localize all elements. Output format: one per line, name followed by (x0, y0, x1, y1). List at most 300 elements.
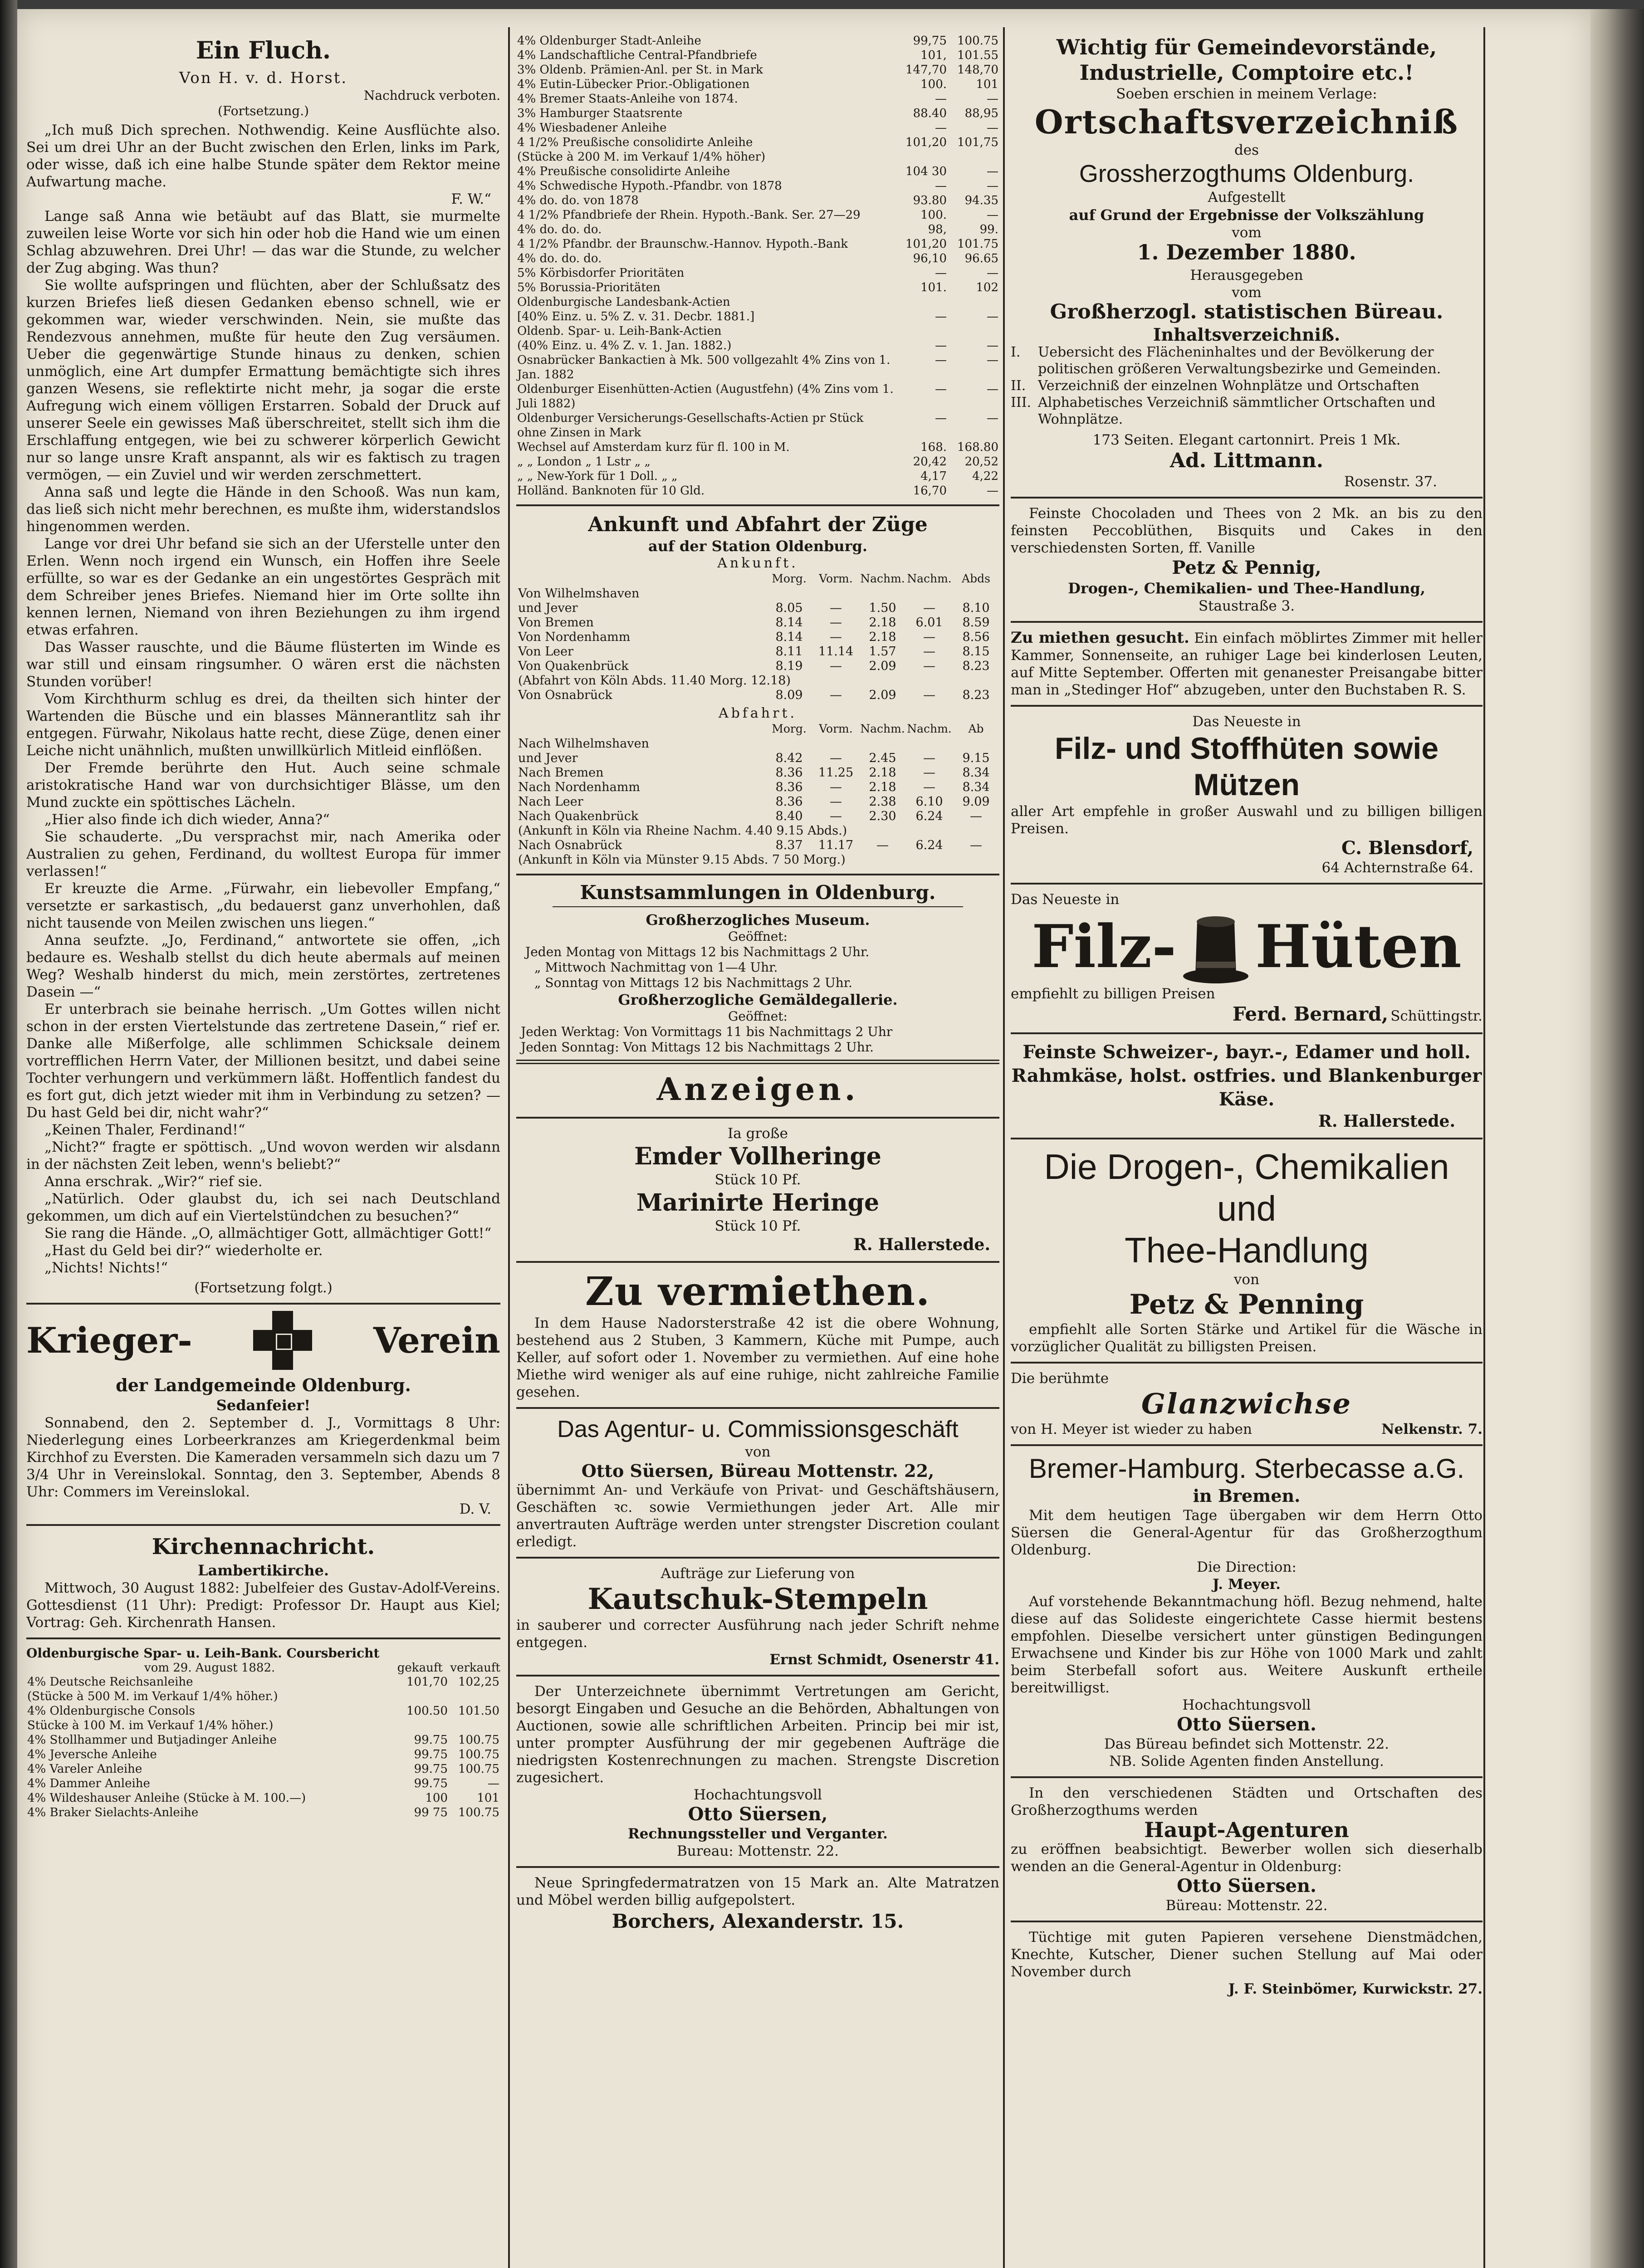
kurs-cell-sell: 102 (976, 281, 998, 294)
sterbe-nb: NB. Solide Agenten finden Anstellung. (1109, 1753, 1384, 1769)
dienst-signature: J. F. Steinbömer, Kurwickstr. 27. (1228, 1981, 1483, 1997)
timetable-time: 2.09 (869, 688, 896, 702)
timetable-time: 8.34 (962, 780, 990, 794)
divider (1011, 1138, 1483, 1139)
kirche-subtitle: Lambertikirche. (197, 1562, 329, 1579)
krieger-verein-ad (26, 1311, 500, 1518)
kurs-cell-buy: 101,20 (905, 237, 947, 251)
timetable-row (516, 737, 999, 751)
train-title: Ankunft und Abfahrt der Züge (588, 513, 928, 536)
kurs-row (26, 1805, 500, 1820)
kurs-cell-sell (449, 1689, 500, 1704)
kurs-cell-name: 4% do. do. do. (517, 223, 602, 236)
timetable-row (516, 587, 999, 601)
kurs-cell-name: „ „ New-York für 1 Doll. „ „ (517, 469, 678, 483)
timetable-time: — (830, 630, 842, 644)
stempel-title: Kautschuk-Stempeln (587, 1582, 928, 1616)
timetable-time: 8.14 (775, 630, 803, 644)
chocolade-ad (1011, 505, 1483, 615)
story-paragraph: „Keinen Thaler, Ferdinand!“ (44, 1122, 245, 1138)
kurs-row (516, 222, 999, 237)
kurs-cell-buy: — (935, 339, 947, 352)
story-note: Nachdruck verboten. (363, 88, 500, 103)
feuilleton-story (26, 36, 500, 1296)
kurs-row (26, 1675, 500, 1689)
kurs-cell-name: 5% Borussia-Prioritäten (517, 281, 661, 294)
story-paragraph: Das Wasser rauschte, und die Bäume flüsterten im Winde es war still und einsam ringsumher. O wären erst die nächsten Stunden vorüber! (26, 639, 500, 690)
kurs-cell-buy: 96,10 (913, 252, 947, 265)
kurs-row (516, 440, 999, 455)
timetable-time: 2.18 (869, 616, 896, 630)
timetable-time: — (923, 645, 935, 659)
timetable-station: und Jever (518, 601, 578, 615)
verz-date: 1. Dezember 1880. (1137, 240, 1356, 264)
kurs-row (516, 455, 999, 469)
timetable-time: 2.09 (869, 659, 896, 673)
kurs-cell-name: 4% Wiesbadener Anleihe (517, 121, 667, 135)
vermiethen-ad (516, 1269, 999, 1401)
kurs-cell-name: 3% Hamburger Staatsrente (517, 107, 683, 120)
kurs-row (516, 179, 999, 193)
kurs-row (516, 295, 999, 309)
choc-firm: Petz & Pennig, (1172, 557, 1321, 578)
drogen-von: von (1233, 1271, 1260, 1288)
timetable-time: 1.57 (869, 645, 896, 659)
dienst-text: Tüchtige mit guten Papieren versehene Dienstmädchen, Knechte, Kutscher, Diener suchen Stellung auf Mai oder November durch (1011, 1929, 1483, 1980)
marinirte-price: Stück 10 Pf. (714, 1218, 801, 1234)
kurs-cell-name: Oldenburger Versicherungs-Gesellschafts-Actien pr Stück ohne Zinsen in Mark (517, 411, 864, 440)
kurs-table-continued (516, 34, 999, 498)
borchers-text: Neue Springfedermatratzen von 15 Mark an. Alte Matratzen und Möbel werden billig aufgepolstert. (516, 1875, 999, 1908)
timetable-time: — (923, 688, 935, 702)
kurs-row (516, 106, 999, 121)
column-rule-3 (1483, 27, 1485, 2268)
timetable-time: 8.23 (962, 688, 990, 702)
galerie-hours: Jeden Werktag: Von Vormittags 11 bis Nachmittags 2 Uhr (521, 1024, 893, 1039)
story-paragraph: Anna saß und legte die Hände in den Schooß. Was nun kam, das ließ sich nicht mehr berechnen, es mußte ihm, widerstandslos hingenommen werden. (26, 484, 500, 535)
kurs-cell-buy: — (935, 382, 947, 396)
agentur-text: übernimmt An- und Verkäufe von Privat- und Geschäftshäusern, Geschäften ꝛc. sowie Vermiethungen jeder Art. Alle mir anvertrauten Aufträge werden unter strengster Discretion coulant erledigt. (516, 1482, 999, 1550)
timetable-time: 1.50 (869, 601, 896, 615)
kurs-row (516, 280, 999, 295)
galerie-open: Geöffnet: (728, 1009, 788, 1024)
drogen-text: empfiehlt alle Sorten Stärke und Artikel für die Wäsche in vorzüglicher Qualität zu billigsten Preisen. (1011, 1321, 1483, 1355)
marinirte-title: Marinirte Heringe (636, 1189, 880, 1217)
timetable-row (516, 824, 999, 838)
kurs-row (516, 164, 999, 179)
timetable-time: 8.15 (962, 645, 990, 659)
timetable-time: — (923, 780, 935, 794)
kurs-cell-sell: — (987, 339, 998, 352)
kurs-row (516, 150, 999, 164)
kurs-cell-buy: 99.75 (414, 1733, 448, 1747)
timetable-time: — (830, 688, 842, 702)
kurs-cell-sell: 102,25 (458, 1675, 499, 1689)
suersen-vertretung-ad (516, 1683, 999, 1860)
kurs-table (26, 1675, 500, 1820)
kurs-cell-buy: 147,70 (905, 63, 947, 77)
choc-text: Feinste Chocoladen und Thees von 2 Mk. an bis zu den feinsten Peccoblüthen, Bisquits und Cakes in den verschiedensten Sorten, ff. Vanille (1011, 505, 1483, 556)
miethen-gesucht-ad (1011, 629, 1483, 699)
kurs-cell-sell: 4,22 (972, 469, 998, 483)
kurs-cell-sell: 100.75 (458, 1762, 499, 1776)
sterbe-sub: in Bremen. (1193, 1486, 1301, 1506)
blens-address: 64 Achternstraße 64. (1321, 860, 1473, 876)
kurs-cell-buy: 98, (928, 223, 947, 236)
timetable-station: Nach Quakenbrück (518, 809, 639, 823)
kurs-row (516, 77, 999, 92)
blens-signature: C. Blensdorf, (1341, 837, 1473, 859)
haupt-name: Otto Süersen. (1177, 1875, 1316, 1897)
verz-vom: vom (1232, 225, 1262, 241)
timetable-col-head: Morg. (772, 722, 807, 735)
verz-contents-list (1011, 344, 1483, 428)
timetable-time: — (923, 601, 935, 615)
kurs-cell-name: 4% Landschaftliche Central-Pfandbriefe (517, 49, 757, 62)
kurs-cell-buy: — (935, 411, 947, 425)
dienst-ad (1011, 1929, 1483, 1998)
divider (516, 1866, 999, 1868)
kurs-row (516, 208, 999, 222)
kurs-cell-name: 4% Dammer Anleihe (27, 1777, 150, 1790)
timetable-station: Nach Wilhelmshaven (518, 737, 649, 751)
timetable-row (516, 630, 999, 645)
timetable-station: (Abfahrt von Köln Abds. 11.40 Morg. 12.18) (518, 674, 791, 688)
list-item: III. Alphabetisches Verzeichniß sämmtlicher Ortschaften und Wohnplätze. (1011, 395, 1436, 427)
kurs-cell-buy: 101. (920, 281, 947, 294)
divider (26, 1524, 500, 1526)
timetable-time: — (923, 751, 935, 765)
kurs-cell-buy: 104 30 (905, 165, 947, 178)
kurs-cell-name: 4% Wildeshauser Anleihe (Stücke à M. 100.—) (27, 1791, 306, 1805)
divider (516, 1060, 999, 1064)
timetable-station: Von Wilhelmshaven (518, 587, 640, 601)
timetable-time: 2.18 (869, 630, 896, 644)
kurs-cell-name: Oldenburger Eisenhütten-Actien (Augustfehn) (4% Zins vom 1. Juli 1882) (517, 382, 894, 411)
kurs-cell-sell: 88,95 (964, 107, 998, 120)
vermiethen-title: Zu vermiethen. (585, 1269, 931, 1315)
kurs-cell-sell: 20,52 (964, 455, 998, 469)
kurs-cell-sell: 100.75 (957, 34, 998, 48)
timetable-time: 8.05 (775, 601, 803, 615)
bernard-address: Schüttingstr. (1390, 1008, 1483, 1024)
blens-neu: Das Neueste in (1192, 714, 1301, 730)
blensdorf-ad (1011, 713, 1483, 876)
kurs-cell-name: (Stücke à 500 M. im Verkauf 1/4% höher.) (27, 1690, 278, 1703)
kurs-cell-buy: 99.75 (414, 1777, 448, 1790)
divider (1011, 1362, 1483, 1364)
timetable-time: 6.10 (915, 795, 943, 809)
kurs-cell-name: „ „ London „ 1 Lstr „ „ (517, 455, 651, 469)
kurs-cell-name: 5% Körbisdorfer Prioritäten (517, 266, 685, 280)
anzeigen-heading: Anzeigen. (656, 1071, 859, 1108)
verz-vom2: vom (1232, 284, 1262, 301)
story-end: (Fortsetzung folgt.) (194, 1280, 333, 1296)
suersen-role: Rechnungssteller und Verganter. (628, 1826, 888, 1842)
stempel-text: in sauberer und correcter Ausführung nach jeder Schrift nehme entgegen. (516, 1617, 999, 1651)
timetable-station: (Ankunft in Köln via Münster 9.15 Abds. 7 50 Morg.) (518, 853, 846, 867)
verz-title: Ortschaftsverzeichniß (1034, 103, 1459, 141)
kurs-cell-sell (449, 1718, 500, 1733)
timetable-station: Von Leer (518, 645, 574, 659)
timetable-col-head: Nachm. (907, 572, 952, 585)
drogen-line1: Die Drogen-, Chemikalien und (1044, 1147, 1449, 1228)
kurs-cell-sell: 101 (976, 78, 998, 91)
kurs-cell-buy: 100. (920, 208, 947, 222)
kurs-row (516, 193, 999, 208)
story-paragraph: Er kreuzte die Arme. „Fürwahr, ein liebevoller Empfang,“ versetzte er sarkastisch, „du bedauerst ganz unverhohlen, daß nicht tausende von Meilen zwischen uns liegen.“ (26, 880, 500, 931)
kurs-cell-sell: 96.65 (964, 252, 998, 265)
story-paragraph: „Hier also finde ich dich wieder, Anna?“ (44, 811, 330, 828)
train-timetable (516, 513, 999, 867)
timetable-row (516, 809, 999, 824)
timetable-time: 8.14 (775, 616, 803, 630)
heringe-signature: R. Hallerstede. (853, 1235, 990, 1254)
divider (1011, 497, 1483, 499)
timetable-time: 8.40 (775, 809, 803, 823)
divider (1011, 1444, 1483, 1446)
timetable-time: 2.30 (869, 809, 896, 823)
divider (1011, 705, 1483, 707)
timetable-time: — (830, 601, 842, 615)
miethen-title: Zu miethen gesucht. (1011, 629, 1189, 647)
museum-hours: „ Mittwoch Nachmittag von 1—4 Uhr. (534, 960, 778, 975)
kurs-cell-buy (397, 1718, 449, 1733)
timetable-time: 8.19 (775, 659, 803, 673)
story-paragraph: „Nicht?“ fragte er spöttisch. „Und wovon werden wir alsdann in der nächsten Zeit leben, wenn's beliebt?“ (26, 1139, 500, 1173)
timetable-time: — (923, 630, 935, 644)
story-paragraph: „Ich muß Dich sprechen. Nothwendig. Keine Ausflüchte also. Sei um drei Uhr an der Bucht zwischen den Erlen, links im Park, oder wisse, daß ich eine halbe Stunde später dem Rektor meine Aufwartung mache. (26, 122, 500, 190)
verz-inhalt: Inhaltsverzeichniß. (1153, 324, 1341, 345)
kurs-cell-buy: 168. (920, 440, 947, 454)
story-paragraph: Sie rang die Hände. „O, allmächtiger Gott, allmächtiger Gott!“ (44, 1225, 492, 1242)
timetable-row (516, 674, 999, 688)
kurs-row (26, 1704, 500, 1718)
kurs-cell-buy: — (935, 310, 947, 323)
timetable-time: — (970, 809, 982, 823)
haupt-text2: zu eröffnen beabsichtigt. Bewerber wollen sich dieserhalb wenden an die General-Agentur in Oldenburg: (1011, 1841, 1483, 1875)
verz-des: des (1234, 142, 1259, 158)
drogen-line2: Thee-Handlung (1125, 1230, 1369, 1270)
kurs-row (26, 1791, 500, 1805)
timetable-station: Von Nordenhamm (518, 630, 631, 644)
column-1 (26, 27, 500, 2268)
kurs-cell-name: 4 1/2% Preußische consolidirte Anleihe (517, 136, 753, 149)
divider (1011, 1776, 1483, 1778)
kurs-row (516, 34, 999, 48)
timetable-time: 11.14 (818, 645, 854, 659)
kurs-row (26, 1689, 500, 1704)
timetable-row (516, 645, 999, 659)
timetable-row (516, 853, 999, 867)
kurs-row (26, 1718, 500, 1733)
timetable-station: Von Quakenbrück (518, 659, 629, 673)
kurs-cell-name: 4% do. do. von 1878 (517, 194, 639, 207)
kurs-cell-buy: — (935, 266, 947, 280)
timetable-time: — (923, 659, 935, 673)
kurs-cell-sell: — (987, 484, 998, 498)
kurs-cell-buy: — (935, 179, 947, 193)
blens-title: Filz- und Stoffhüten sowie Mützen (1054, 731, 1439, 802)
divider (1011, 1921, 1483, 1922)
kurs-cell-name: Oldenburgische Landesbank-Actien (517, 295, 730, 309)
kurs-cell-name: [40% Einz. u. 5% Z. v. 31. Decbr. 1881.] (517, 310, 755, 323)
kurs-cell-sell: — (987, 208, 998, 222)
kirchennachricht (26, 1532, 500, 1631)
timetable-time: 2.18 (869, 780, 896, 794)
timetable-col-head: Vorm. (819, 722, 853, 735)
drogen-ad (1011, 1146, 1483, 1355)
kurs-cell-name: 4% Preußische consolidirte Anleihe (517, 165, 730, 178)
departure-table (516, 721, 999, 867)
kurs-cell-sell: — (987, 353, 998, 367)
column-rule-1 (508, 27, 510, 2268)
newspaper-page (17, 9, 1590, 2268)
haupt-title: Haupt-Agenturen (1144, 1818, 1349, 1842)
story-continuation: (Fortsetzung.) (217, 103, 309, 118)
agentur-title: Das Agentur- u. Commissionsgeschäft (557, 1416, 959, 1442)
story-paragraph: Lange vor drei Uhr befand sie sich an der Uferstelle unter den Erlen. Wenn noch irgend ein Wunsch, ein Hoffen ihre Seele erfüllte, so war es der Gedanke an ein ungestörtes Gespräch mit dem Schreiber jenes Briefes. Niemand hier im Orte sollte ihn kennen lernen, Niemand von ihren Beziehungen zu ihm irgend etwas erfahren. (26, 536, 500, 638)
timetable-time: 8.37 (775, 838, 803, 852)
timetable-time: — (830, 751, 842, 765)
divider (516, 1675, 999, 1677)
sterbe-text2: Auf vorstehende Bekanntmachung höfl. Bezug nehmend, halte diese auf das Solideste eingerichtete Casse hiermit bestens empfohlen. Dieselbe versichert unter günstigen Bedingungen Erwachsene und Kinder bis zur Höhe von 1000 Mark und zahlt beim Sterbefall sofort aus. Weitere Auskunft ertheile bereitwilligst. (1011, 1593, 1483, 1696)
kurs-cell-name: 4% Jeversche Anleihe (27, 1748, 157, 1761)
kurs-cell-buy: 100 (425, 1791, 448, 1805)
blens-text: aller Art empfehle in großer Auswahl und zu billigen billigen Preisen. (1011, 803, 1483, 837)
divider (1011, 1032, 1483, 1034)
kurs-title: Oldenburgische Spar- u. Leih-Bank. Coursbericht (26, 1646, 380, 1661)
kurs-cell-sell: — (987, 411, 998, 425)
timetable-col-head: Nachm. (907, 722, 952, 735)
kurs-cell-sell: 168.80 (957, 440, 998, 454)
kurs-cell-sell: — (987, 179, 998, 193)
kurs-cell-buy: 99.75 (414, 1748, 448, 1761)
timetable-time: 9.09 (962, 795, 990, 809)
page-edge-shadow (1590, 9, 1644, 2268)
kunstsammlungen (516, 882, 999, 1055)
kurs-cell-name: 4% Braker Sielachts-Anleihe (27, 1806, 199, 1819)
divider (26, 1637, 500, 1639)
bernard-ad (1011, 891, 1483, 1026)
kurs-cell-name: Stücke à 100 M. im Verkauf 1/4% höher.) (27, 1719, 274, 1732)
kurs-row (26, 1762, 500, 1776)
train-subtitle: auf der Station Oldenburg. (648, 538, 867, 555)
timetable-time: 8.36 (775, 795, 803, 809)
kurs-cell-buy: 100.50 (406, 1704, 448, 1718)
kurs-cell-name: 4% Bremer Staats-Anleihe von 1874. (517, 92, 738, 106)
timetable-station: Nach Osnabrück (518, 838, 622, 852)
kurs-cell-sell: — (987, 165, 998, 178)
verz-pub: Soeben erschien in meinem Verlage: (1116, 86, 1377, 102)
timetable-station: Von Osnabrück (518, 688, 612, 702)
sterbecasse-ad (1011, 1452, 1483, 1770)
bernard-word-filz: Filz- (1032, 912, 1177, 981)
kurs-cell-buy (397, 1689, 449, 1704)
kurs-cell-buy: — (935, 353, 947, 367)
divider (516, 1557, 999, 1559)
kurs-cell-name: 4% do. do. do. (517, 252, 602, 265)
timetable-col-head: Nachm. (860, 722, 905, 735)
kurs-cell-buy: — (935, 121, 947, 135)
kurs-cell-name: Wechsel auf Amsterdam kurz für fl. 100 in M. (517, 440, 790, 454)
coursbericht-1 (26, 1646, 500, 1820)
column-2 (516, 27, 999, 2268)
heringe-price: Stück 10 Pf. (714, 1172, 801, 1188)
kurs-row (516, 324, 999, 338)
stempel-intro: Aufträge zur Lieferung von (661, 1565, 855, 1582)
kurs-cell-sell: 101.50 (458, 1704, 499, 1718)
kurs-row (516, 237, 999, 251)
timetable-time: 11.17 (818, 838, 854, 852)
heringe-title: Emder Vollheringe (634, 1143, 881, 1170)
arrival-table (516, 571, 999, 703)
kurs-cell-buy: 16,70 (913, 484, 947, 498)
page-spine-shadow (0, 0, 17, 2268)
krieger-word: Krieger- (26, 1320, 192, 1361)
kurs-cell-name: Osnabrücker Bankactien à Mk. 500 vollgezahlt 4% Zins von 1. Jan. 1882 (517, 353, 890, 381)
timetable-row (516, 601, 999, 616)
timetable-time: 2.18 (869, 766, 896, 780)
sterbe-text: Mit dem heutigen Tage übergaben wir dem Herrn Otto Süersen die General-Agentur für das Großherzogthum Oldenburg. (1011, 1507, 1483, 1558)
krieger-subtitle: der Landgemeinde Oldenburg. (116, 1375, 411, 1395)
timetable-time: 8.59 (962, 616, 990, 630)
kurs-cell-name: 4% Schwedische Hypoth.-Pfandbr. von 1878 (517, 179, 782, 193)
kurs-cell-name: 4 1/2% Pfandbriefe der Rhein. Hypoth.-Bank. Ser. 27—29 (517, 208, 861, 222)
kurs-cell-sell: 100.75 (458, 1733, 499, 1747)
kurs-cell-sell: — (987, 382, 998, 396)
kunst-title: Kunstsammlungen in Oldenburg. (580, 881, 936, 904)
timetable-station: (Ankunft in Köln via Rheine Nachm. 4.40 9.15 Abds.) (518, 824, 847, 838)
kurs-cell-buy: 99,75 (913, 34, 947, 48)
divider (516, 874, 999, 875)
timetable-row (516, 659, 999, 674)
divider (1011, 621, 1483, 623)
verz-bureau: Großherzogl. statistischen Büreau. (1050, 300, 1443, 323)
kurs-cell-sell: — (987, 92, 998, 106)
haupt-agenturen-ad (1011, 1784, 1483, 1914)
kurs-cell-buy (896, 150, 948, 164)
kurs-cell-sell: 100.75 (458, 1806, 499, 1819)
timetable-time: 8.23 (962, 659, 990, 673)
timetable-time: 8.09 (775, 688, 803, 702)
timetable-station: Von Bremen (518, 616, 594, 630)
museum-open: Geöffnet: (728, 929, 788, 944)
kurs-row (516, 338, 999, 353)
kurs-cell-sell: 101.55 (957, 49, 998, 62)
agentur-ad (516, 1415, 999, 1550)
kurs-cell-sell: 101 (477, 1791, 499, 1805)
timetable-time: 11.25 (818, 766, 854, 780)
timetable-col-head: Abds (962, 572, 990, 585)
kurs-cell-sell: 99. (979, 223, 998, 236)
sterbe-bureau: Das Büreau befindet sich Mottenstr. 22. (1104, 1736, 1390, 1752)
divider (516, 1407, 999, 1409)
story-paragraph: Der Fremde berührte den Hut. Auch seine schmale aristokratische Hand war von durchsichtiger Blässe, um den Mund zuckte ein spöttisches Lächeln. (26, 760, 500, 811)
story-body (26, 122, 500, 1276)
iron-cross-icon (253, 1311, 312, 1370)
timetable-header (516, 721, 999, 737)
column-rule-2 (1003, 27, 1005, 2268)
agentur-name: Otto Süersen, Büreau Mottenstr. 22, (581, 1461, 935, 1481)
timetable-row (516, 780, 999, 795)
kurs-cell-sell: 101,75 (957, 136, 998, 149)
kurs-cell-name: Oldenb. Spar- u. Leih-Bank-Actien (517, 324, 722, 338)
timetable-time: — (923, 766, 935, 780)
timetable-time: 6.24 (915, 838, 943, 852)
kurs-cell-buy (896, 324, 948, 338)
kurs-head-buy: gekauft (397, 1661, 443, 1675)
